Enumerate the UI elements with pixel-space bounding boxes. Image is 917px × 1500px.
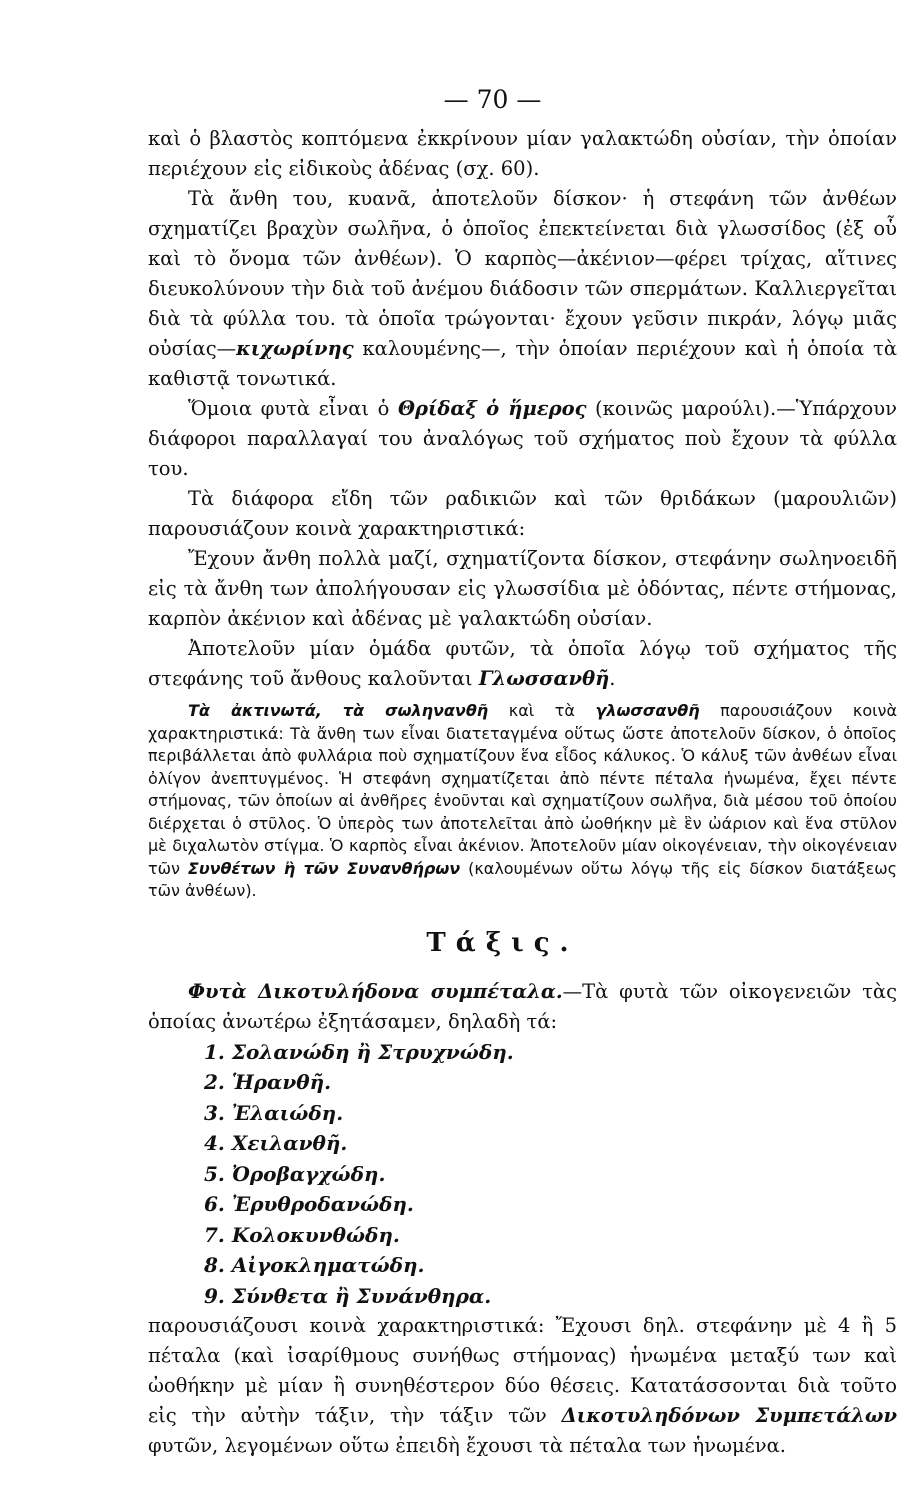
page-number: — 70 — (443, 85, 542, 114)
paragraph-2 (148, 184, 897, 394)
list-item: 3. Ἐλαιώδη. (204, 1100, 344, 1125)
paragraph-2-text-a: Τὰ ἄνθη του, κυανᾶ, ἀποτελοῦν δίσκον· ἡ στεφάνη τῶν ἀνθέων σχηματίζει βραχὺν σωλῆνα, ὁ ὁποῖος ἐπεκτείνεται διὰ γλωσσίδος (ἐξ οὗ καὶ τὸ ὄνομα τῶν ἀνθέων). Ὁ καρπὸς—ἀκένιον—φέρει τρίχας, αἵτινες διευκολύνουν τὴν διὰ τοῦ ἀνέμου διάδοσιν τῶν σπερμάτων. Καλλιεργεῖται διὰ τὰ φύλλα του. τὰ ὁποῖα τρώγονται· ἔχουν γεῦσιν πικράν, λόγῳ μιᾶς οὐσίας— (148, 187, 897, 360)
section-heading: Τάξις. (426, 927, 579, 958)
paragraph-3-text-c: (κοινῶς μαρούλι).—Ὑπάρχουν διάφοροι παραλλαγαί του ἀναλόγως τοῦ σχήματος ποὺ ἔχουν τὰ φύλλα του. (148, 397, 897, 480)
term-glossanthi: Γλωσσανθῆ (478, 667, 610, 690)
list-item: 8. Αἰγοκληματώδη. (204, 1253, 425, 1277)
closing-text-1: παρουσιάζουσι κοινὰ χαρακτηριστικά: Ἔχουσι δηλ. στεφάνην μὲ 4 ἢ 5 πέταλα (καὶ ἰσαρίθμους συνήθως στήμονας) ἡνωμένα μεταξύ των καὶ ὠοθήκην μὲ μίαν ἢ συνηθέστερον δύο θέσεις. Κατατάσσονται διὰ τοῦτο εἰς τὴν αὐτὴν τάξιν, τὴν τάξιν τῶν (148, 1314, 897, 1427)
list-item: 5. Ὀροβαγχώδη. (204, 1161, 386, 1186)
section-intro-term: Φυτὰ Δικοτυλήδονα συμπέταλα. (188, 979, 563, 1003)
list-item: 2. Ἡρανθῆ. (204, 1070, 332, 1094)
note-text-1: καὶ τὰ (488, 701, 596, 720)
paragraph-3-text-a: Ὅμοια φυτὰ εἶναι ὁ (188, 397, 398, 420)
closing-block (148, 1311, 897, 1461)
paragraph-6 (148, 634, 897, 694)
family-list (148, 1037, 897, 1312)
paragraph-3 (148, 394, 897, 484)
note-term-1: Τὰ ἀκτινωτά, τὰ σωληνανθῆ (188, 701, 489, 720)
paragraph-4: Τὰ διάφορα εἴδη τῶν ραδικιῶν καὶ τῶν θριδάκων (μαρουλιῶν) παρουσιάζουν κοινὰ χαρακτηριστικά: (148, 487, 897, 540)
closing-text-2: φυτῶν, λεγομένων οὕτω ἐπειδὴ ἔχουσι τὰ πέταλα των ἡνωμένα. (148, 1434, 786, 1457)
paragraph-6-text-a: Ἀποτελοῦν μίαν ὁμάδα φυτῶν, τὰ ὁποῖα λόγῳ τοῦ σχήματος τῆς στεφάνης τοῦ ἄνθους καλοῦνται (148, 637, 897, 690)
paragraph-2-text-c: καλουμένης—, τὴν ὁποίαν περιέχουν καὶ ἡ ὁποία τὰ καθιστᾷ τονωτικά. (148, 337, 897, 390)
list-item: 6. Ἐρυθροδανώδη. (204, 1192, 414, 1216)
paragraph-5: Ἔχουν ἄνθη πολλὰ μαζί, σχηματίζοντα δίσκον, στεφάνην σωληνοειδῆ εἰς τὰ ἄνθη των ἀπολήγουσαν εἰς γλωσσίδια μὲ ὀδόντας, πέντε στήμονας, καρπὸν ἀκένιον καὶ ἀδένας μὲ γαλακτώδη οὐσίαν. (148, 547, 897, 630)
section-intro-block (148, 977, 897, 1037)
note-text-2: παρουσιάζουν κοινὰ χαρακτηριστικά: Τὰ ἄνθη των εἶναι διατεταγμένα οὕτως ὥστε ἀποτελοῦν δίσκον, ὁ ὁποῖος περιβάλλεται ἀπὸ φυλλάρια ποὺ σχηματίζουν ἕνα εἶδος κάλυκος. Ὁ κάλυξ τῶν ἀνθέων εἶναι ὀλίγον ἀνεπτυγμένος. Ἡ στεφάνη σχηματίζεται ἀπὸ πέντε πέταλα ἡνωμένα, ἔχει πέντε στήμονας, τῶν ὁποίων αἱ ἀνθῆρες ἑνοῦνται καὶ σχηματίζουν σωλῆνα, διὰ μέσου τοῦ ὁποίου διέρχεται ὁ στῦλος. Ὁ ὑπερὸς των ἀποτελεῖται ἀπὸ ὠοθήκην μὲ ἓν ὠάριον καὶ ἕνα στῦλον μὲ διχαλωτὸν στίγμα. Ὁ καρπὸς εἶναι ἀκένιον. Ἀποτελοῦν μίαν οἰκογένειαν, τὴν οἰκογένειαν τῶν (148, 701, 898, 878)
list-item: 1. Σολανώδη ἢ Στρυχνώδη. (204, 1039, 514, 1064)
paragraph-6-text-c: . (609, 667, 616, 690)
note-term-2: γλωσσανθῆ (595, 701, 700, 720)
list-item: 4. Χειλανθῆ. (204, 1131, 348, 1155)
main-text (148, 124, 897, 694)
closing-term: Δικοτυληδόνων Συμπετάλων (561, 1404, 897, 1427)
paragraph-1: καὶ ὁ βλαστὸς κοπτόμενα ἐκκρίνουν μίαν γαλακτώδη οὐσίαν, τὴν ὁποίαν περιέχουν εἰς εἰδικοὺς ἀδένας (σχ. 60). (148, 127, 897, 180)
small-print-note (148, 700, 897, 903)
list-item: 7. Κολοκυνθώδη. (204, 1222, 400, 1247)
closing-paragraph (148, 1311, 897, 1461)
term-thridax: Θρίδαξ ὁ ἥμερος (397, 397, 587, 420)
note-text-3: (καλουμένων οὕτω λόγῳ τῆς εἰς δίσκον διατάξεως τῶν ἀνθέων). (148, 858, 898, 900)
section-intro (148, 977, 897, 1037)
section-intro-text: —Τὰ φυτὰ τῶν οἰκογενειῶν τὰς ὁποίας ἀνωτέρω ἐξητάσαμεν, δηλαδὴ τά: (148, 979, 898, 1033)
note-term-3: Συνθέτων ἢ τῶν Συνανθήρων (187, 858, 461, 878)
term-kichorini: κιχωρίνης (236, 337, 354, 360)
list-item: 9. Σύνθετα ἢ Συνάνθηρα. (204, 1283, 492, 1308)
